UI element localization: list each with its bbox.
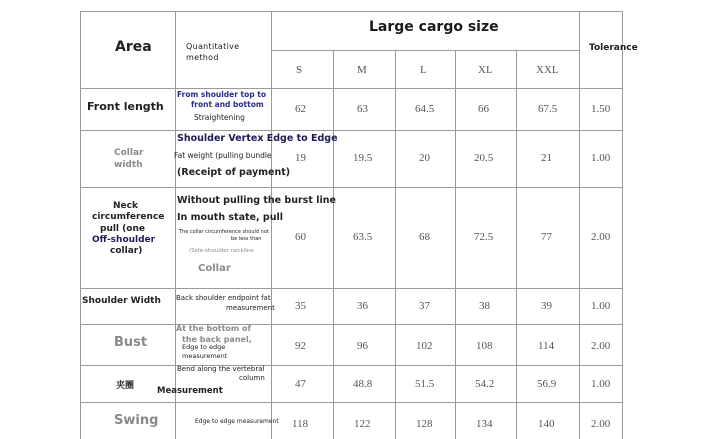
row-method-line: Edge to edge xyxy=(182,343,226,351)
row-tolerance: 1.00 xyxy=(591,378,611,390)
row-method-line: In mouth state, pull xyxy=(177,212,283,223)
header-area: Area xyxy=(115,39,152,55)
row-method-line: Collar xyxy=(198,263,231,274)
row-value: 36 xyxy=(357,300,368,312)
row-value: 54.2 xyxy=(475,378,495,390)
row-value: 38 xyxy=(479,300,490,312)
table-rule xyxy=(80,187,623,188)
header-size-xxl: XXL xyxy=(536,64,559,76)
row-area: 夹圈 xyxy=(116,381,135,391)
table-rule xyxy=(80,402,623,403)
row-method-line: column xyxy=(239,374,265,382)
table-rule xyxy=(333,50,334,439)
row-value: 140 xyxy=(538,418,555,430)
row-method-line: The collar circumference should not xyxy=(179,229,269,235)
row-tolerance: 1.00 xyxy=(591,152,611,164)
header-size-s: S xyxy=(296,64,303,76)
row-area: pull (one xyxy=(100,224,145,234)
row-value: 114 xyxy=(538,340,555,352)
row-value: 134 xyxy=(476,418,493,430)
row-value: 62 xyxy=(295,103,306,115)
row-area: collar) xyxy=(110,246,143,256)
row-value: 102 xyxy=(416,340,433,352)
row-tolerance: 2.00 xyxy=(591,231,611,243)
table-rule xyxy=(175,11,176,439)
row-area: Shoulder Width xyxy=(82,296,161,306)
row-method-line: the back panel, xyxy=(182,335,252,344)
row-value: 37 xyxy=(419,300,430,312)
table-rule xyxy=(271,50,580,51)
row-value: 67.5 xyxy=(538,103,558,115)
row-method-line: (Side-shoulder neckline xyxy=(189,248,254,254)
row-value: 72.5 xyxy=(474,231,494,243)
row-value: 20.5 xyxy=(474,152,494,164)
row-value: 56.9 xyxy=(537,378,557,390)
row-tolerance: 1.50 xyxy=(591,103,611,115)
header-method: Quantitative method xyxy=(186,42,240,62)
row-area: Front length xyxy=(87,100,164,113)
table-rule xyxy=(80,365,623,366)
table-border-top xyxy=(80,11,623,12)
row-method-line: At the bottom of xyxy=(176,324,251,333)
row-method-line: measurement xyxy=(182,352,228,360)
header-tolerance: Tolerance xyxy=(589,43,638,53)
row-value: 77 xyxy=(541,231,552,243)
table-border-right xyxy=(622,11,623,439)
row-area: Bust xyxy=(114,335,148,350)
row-method-line: measurement xyxy=(226,304,275,312)
header-size-m: M xyxy=(357,64,367,76)
table-rule xyxy=(80,288,623,289)
table-rule xyxy=(395,50,396,439)
table-rule xyxy=(271,11,272,439)
row-value: 68 xyxy=(419,231,430,243)
table-rule xyxy=(80,130,623,131)
header-size-l: L xyxy=(420,64,427,76)
row-method-line: Back shoulder endpoint fat xyxy=(176,294,271,302)
row-area: Off-shoulder xyxy=(92,235,156,245)
row-value: 122 xyxy=(354,418,371,430)
row-value: 51.5 xyxy=(415,378,435,390)
row-value: 63.5 xyxy=(353,231,373,243)
row-area: Neck xyxy=(113,201,138,211)
row-value: 48.8 xyxy=(353,378,373,390)
row-method-line: From shoulder top to xyxy=(177,90,267,99)
row-method-line: be less than xyxy=(231,236,262,242)
table-rule xyxy=(80,88,623,89)
row-area: circumference xyxy=(92,212,165,222)
row-area: width xyxy=(114,160,143,170)
row-method-line: front and bottom xyxy=(191,100,264,109)
table-border-left xyxy=(80,11,81,439)
row-method-line: Straightening xyxy=(194,113,245,122)
row-tolerance: 2.00 xyxy=(591,418,611,430)
row-method-line: Bend along the vertebral xyxy=(177,365,265,373)
row-value: 19 xyxy=(295,152,306,164)
table-rule xyxy=(516,50,517,439)
row-tolerance: 1.00 xyxy=(591,300,611,312)
row-value: 19.5 xyxy=(353,152,373,164)
row-value: 118 xyxy=(292,418,309,430)
row-method-line: Without pulling the burst line xyxy=(177,195,336,206)
row-value: 96 xyxy=(357,340,368,352)
header-group-title: Large cargo size xyxy=(369,19,499,35)
row-method-line: Measurement xyxy=(157,386,223,396)
row-area: Collar xyxy=(114,148,144,158)
row-value: 64.5 xyxy=(415,103,435,115)
row-tolerance: 2.00 xyxy=(591,340,611,352)
row-value: 128 xyxy=(416,418,433,430)
row-value: 21 xyxy=(541,152,552,164)
row-value: 108 xyxy=(476,340,493,352)
table-rule xyxy=(80,324,623,325)
row-method-line: Fat weight (pulling bundle xyxy=(174,151,272,160)
table-rule xyxy=(579,11,580,439)
row-area: Swing xyxy=(114,413,159,428)
table-rule xyxy=(455,50,456,439)
row-value: 20 xyxy=(419,152,430,164)
row-value: 39 xyxy=(541,300,552,312)
row-value: 35 xyxy=(295,300,306,312)
header-size-xl: XL xyxy=(478,64,493,76)
row-value: 66 xyxy=(478,103,489,115)
row-value: 63 xyxy=(357,103,368,115)
row-method-line: (Receipt of payment) xyxy=(177,167,291,178)
row-method-line: Edge to edge measurement xyxy=(195,418,279,425)
row-method-line: Shoulder Vertex Edge to Edge xyxy=(177,133,338,144)
row-value: 47 xyxy=(295,378,306,390)
row-value: 60 xyxy=(295,231,306,243)
row-value: 92 xyxy=(295,340,306,352)
